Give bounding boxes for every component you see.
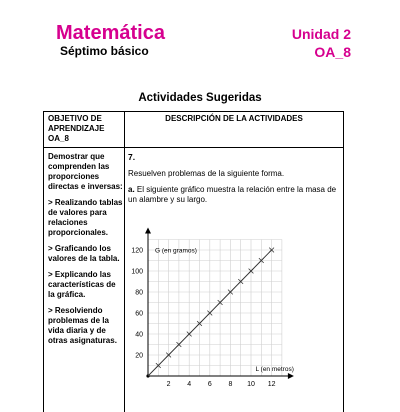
oa-label: OA_8: [314, 44, 351, 60]
objective-point: > Explicando las características de la gráfica.: [48, 270, 116, 299]
y-tick-label: 20: [135, 352, 143, 360]
x-tick-label: 10: [247, 381, 255, 388]
activity-instruction: Resuelven problemas de la siguiente forma.: [128, 169, 285, 178]
item-label: a.: [128, 185, 135, 194]
objective-column-header: OBJETIVO DE APRENDIZAJE OA_8: [48, 114, 105, 143]
y-tick-label: 100: [131, 268, 143, 276]
x-tick-label: 4: [187, 381, 192, 388]
objective-intro: Demostrar que comprenden las proporciones directas e inversas:: [48, 152, 123, 191]
mass-length-chart: [116, 210, 306, 400]
activity-item: [128, 185, 342, 205]
y-tick-label: 120: [131, 247, 143, 255]
objective-point: > Graficando los valores de la tabla.: [48, 244, 120, 263]
x-tick-label: 12: [267, 381, 276, 388]
x-tick-label: 6: [207, 381, 212, 388]
x-axis-arrow: [288, 373, 294, 379]
description-column-header: DESCRIPCIÓN DE LA ACTIVIDADES: [165, 114, 303, 123]
chart-marks: [148, 248, 274, 376]
y-tick-label: 80: [135, 289, 143, 297]
page-heading: Actividades Sugeridas: [138, 92, 262, 104]
x-axis-label: L (en metros): [255, 366, 294, 373]
unit-label: Unidad 2: [291, 26, 351, 42]
grade-level: Séptimo básico: [60, 44, 149, 58]
item-text: El siguiente gráfico muestra la relación entre la masa de un alambre y su largo.: [128, 185, 337, 204]
y-axis-arrow: [145, 228, 151, 234]
y-tick-label: 40: [135, 331, 143, 339]
activity-number: 7.: [128, 152, 136, 162]
y-axis-label: G (en gramos): [155, 247, 197, 255]
objective-point: > Realizando tablas de valores para relaciones proporcionales.: [48, 198, 123, 237]
subject-title: Matemática: [56, 22, 165, 44]
objective-point: > Resolviendo problemas de la vida diaria y de otras asignaturas.: [48, 306, 117, 345]
objective-cell: [48, 152, 124, 352]
x-tick-label: 8: [228, 381, 233, 388]
table-right-border: [343, 112, 344, 412]
header-row-divider: [44, 147, 344, 148]
x-tick-label: 2: [166, 381, 171, 388]
y-tick-label: 60: [135, 310, 143, 318]
